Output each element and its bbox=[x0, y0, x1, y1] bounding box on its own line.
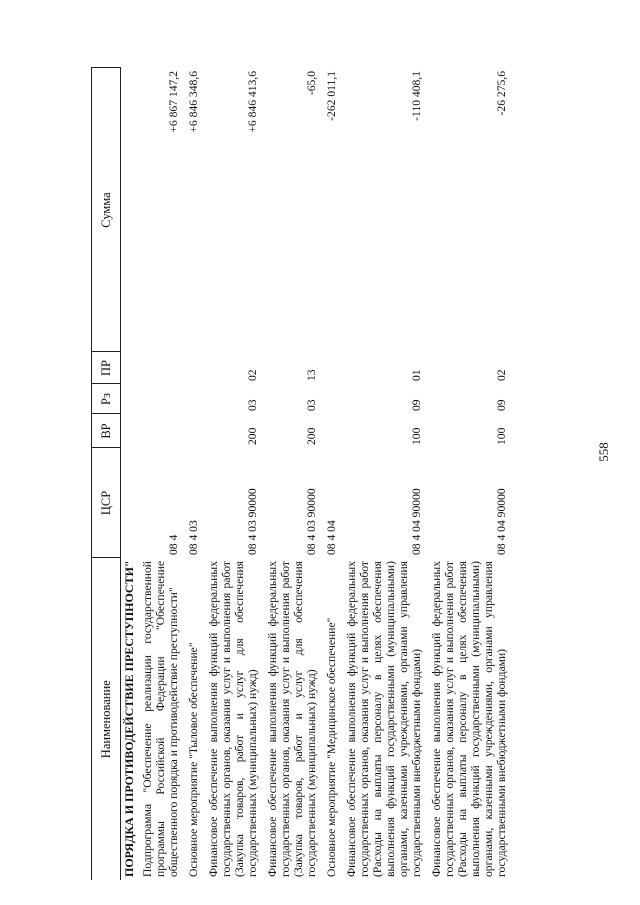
row-name: Финансовое обеспечение выполнения функций федеральных государственных органов, оказания услуг и выполнения работ (Закупка товаров, работ и услуг для обеспечения государственных (муниципальных) нужд) bbox=[266, 561, 318, 877]
row-name: Финансовое обеспечение выполнения функций федеральных государственных органов, оказания услуг и выполнения работ (Расходы на выплаты персоналу в целях обеспечения выполнения функций государственными (муниципальными) органами, казенными учреждениями, органами управления государственными внебюджетными фондами) bbox=[345, 561, 423, 877]
row-pr bbox=[183, 352, 203, 384]
row-pr: 02 bbox=[495, 369, 508, 381]
row-sum: +6 846 413,6 bbox=[246, 71, 259, 133]
table-row bbox=[262, 68, 321, 880]
row-sum: -65,0 bbox=[305, 71, 318, 96]
section-title-row bbox=[121, 68, 138, 880]
row-pr bbox=[137, 352, 183, 384]
row-rz: 03 bbox=[305, 399, 318, 411]
row-rz: 09 bbox=[410, 399, 423, 411]
row-rz bbox=[321, 384, 341, 414]
row-vr: 100 bbox=[410, 427, 423, 445]
row-csr: 08 4 03 90000 bbox=[305, 488, 318, 555]
row-name: Финансовое обеспечение выполнения функций федеральных государственных органов, оказания услуг и выполнения работ (Расходы на выплаты персоналу в целях обеспечения выполнения функций государственными (муниципальными) органами, казенными учреждениями, органами управления государственными внебюджетными фондами) bbox=[430, 561, 508, 877]
table-row bbox=[137, 68, 183, 880]
row-name: Финансовое обеспечение выполнения функций федеральных государственных органов, оказания услуг и выполнения работ (Закупка товаров, работ и услуг для обеспечения государственных (муниципальных) нужд) bbox=[207, 561, 259, 877]
row-csr: 08 4 03 90000 bbox=[246, 488, 259, 555]
header-sum: Сумма bbox=[92, 68, 121, 352]
row-rz bbox=[183, 384, 203, 414]
row-csr: 08 4 04 90000 bbox=[495, 488, 508, 555]
row-vr: 100 bbox=[495, 427, 508, 445]
header-csr: ЦСР bbox=[92, 448, 121, 558]
table-row bbox=[203, 68, 262, 880]
header-vr: ВР bbox=[92, 414, 121, 448]
header-name: Наименование bbox=[92, 558, 121, 880]
row-pr bbox=[321, 352, 341, 384]
row-vr: 200 bbox=[305, 427, 318, 445]
budget-table bbox=[91, 68, 511, 881]
row-vr bbox=[321, 414, 341, 448]
row-vr: 200 bbox=[246, 427, 259, 445]
table-row bbox=[341, 68, 426, 880]
row-pr: 02 bbox=[246, 369, 259, 381]
row-pr: 01 bbox=[410, 369, 423, 381]
row-sum: -26 275,6 bbox=[495, 71, 508, 116]
row-csr: 08 4 bbox=[167, 534, 180, 555]
row-rz: 09 bbox=[495, 399, 508, 411]
row-name: Основное мероприятие "Медицинское обеспечение" bbox=[325, 617, 338, 877]
row-name: Подпрограмма "Обеспечение реализации государственной программы Российской Федерации "Обеспечение общественного порядка и противодействие преступности" bbox=[141, 561, 180, 877]
row-pr: 13 bbox=[305, 369, 318, 381]
table-row bbox=[426, 68, 511, 880]
row-sum: +6 867 147,2 bbox=[167, 71, 180, 133]
row-vr bbox=[137, 414, 183, 448]
row-vr bbox=[183, 414, 203, 448]
row-sum: +6 846 348,6 bbox=[187, 71, 200, 133]
table-header-row bbox=[92, 68, 121, 880]
row-csr: 08 4 04 90000 bbox=[410, 488, 423, 555]
row-csr: 08 4 03 bbox=[187, 520, 200, 555]
row-rz: 03 bbox=[246, 399, 259, 411]
header-rz: Рз bbox=[92, 384, 121, 414]
page-number: 558 bbox=[596, 442, 611, 462]
row-csr: 08 4 04 bbox=[325, 520, 338, 555]
row-name: Основное мероприятие "Тыловое обеспечение" bbox=[187, 642, 200, 877]
row-sum: -262 011,1 bbox=[325, 71, 338, 121]
section-title: ПОРЯДКА И ПРОТИВОДЕЙСТВИЕ ПРЕСТУПНОСТИ" bbox=[121, 68, 138, 880]
row-sum: -110 408,1 bbox=[410, 71, 423, 121]
table-row bbox=[321, 68, 341, 880]
rotated-table-container bbox=[91, 68, 617, 880]
table-row bbox=[183, 68, 203, 880]
header-pr: ПР bbox=[92, 352, 121, 384]
row-rz bbox=[137, 384, 183, 414]
